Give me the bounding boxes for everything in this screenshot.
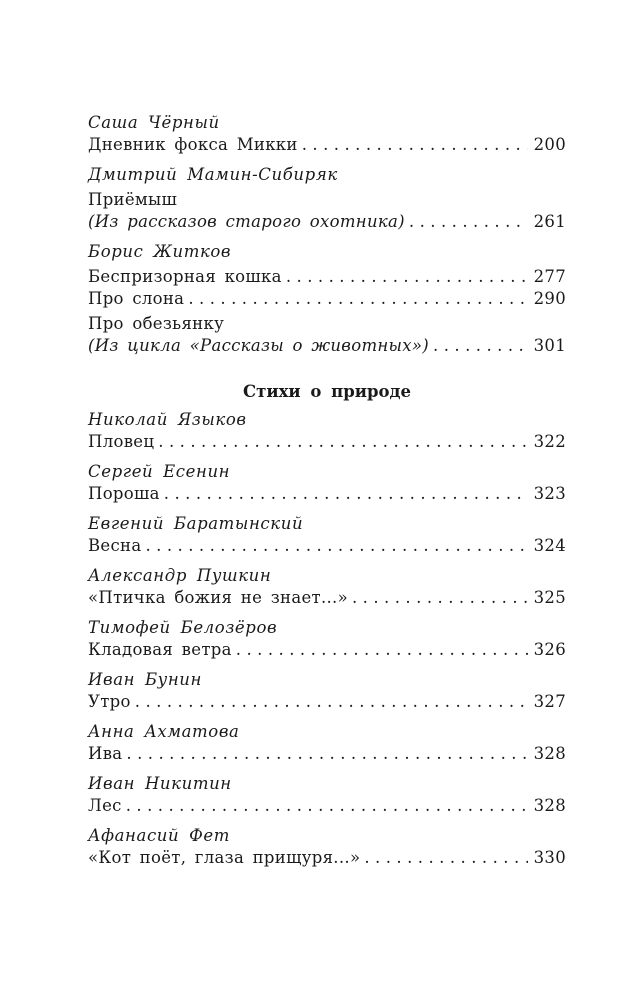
dot-leader [126,743,528,765]
table-of-contents [88,112,566,869]
dot-leader [364,847,528,869]
toc-entry [88,795,566,817]
author-name: Саша Чёрный [88,113,220,132]
author-name: Сергей Есенин [88,462,231,481]
author-name: Александр Пушкин [88,566,272,585]
dot-leader [158,431,528,453]
entry-subtitle: (Из цикла «Рассказы о животных») [88,336,430,355]
author-name: Борис Житков [88,242,232,261]
author-name: Евгений Баратынский [88,514,304,533]
entry-title: Утро [88,692,131,711]
dot-leader [126,795,528,817]
page-number: 290 [533,289,566,308]
dot-leader [188,288,528,310]
author-name: Дмитрий Мамин-Сибиряк [88,165,338,184]
page-number: 328 [533,796,566,815]
page-number: 323 [533,484,566,503]
page-number: 200 [533,135,566,154]
entry-title: Беспризорная кошка [88,267,282,286]
entry-subtitle: (Из рассказов старого охотника) [88,212,405,231]
page-number: 301 [533,336,566,355]
toc-entry [88,691,566,713]
entry-title: Кладовая ветра [88,640,232,659]
author-name: Тимофей Белозёров [88,618,278,637]
entry-title: Про слона [88,289,185,308]
toc-entry [88,288,566,310]
entry-title: Лес [88,796,122,815]
page-number: 277 [533,267,566,286]
page-number: 322 [533,432,566,451]
entry-title-line: Про обезьянку [88,314,225,333]
dot-leader [433,335,528,357]
dot-leader [135,691,528,713]
entry-title: Пороша [88,484,160,503]
toc-entry [88,431,566,453]
toc-entry [88,335,566,357]
section-heading: Стихи о природе [242,382,412,401]
dot-leader [409,211,528,233]
toc-entry [88,483,566,505]
entry-title: Дневник фокса Микки [88,135,298,154]
page-number: 328 [533,744,566,763]
toc-entry [88,587,566,609]
page-number: 327 [533,692,566,711]
author-name: Иван Бунин [88,670,203,689]
entry-title: «Птичка божия не знает...» [88,588,348,607]
dot-leader [286,266,528,288]
page-number: 324 [533,536,566,555]
dot-leader [352,587,528,609]
author-name: Анна Ахматова [88,722,240,741]
entry-title: Ива [88,744,123,763]
page-number: 326 [533,640,566,659]
entry-title-line: Приёмыш [88,190,178,209]
author-name: Николай Языков [88,410,247,429]
toc-entry [88,266,566,288]
toc-entry [88,847,566,869]
entry-title: «Кот поёт, глаза прищуря...» [88,848,361,867]
entry-title: Весна [88,536,142,555]
entry-title: Пловец [88,432,155,451]
dot-leader [164,483,528,505]
toc-entry [88,743,566,765]
dot-leader [236,639,528,661]
author-name: Афанасий Фет [88,826,230,845]
toc-entry [88,134,566,156]
toc-entry [88,639,566,661]
toc-entry [88,535,566,557]
author-name: Иван Никитин [88,774,232,793]
dot-leader [302,134,528,156]
page-number: 261 [533,212,566,231]
toc-entry [88,211,566,233]
page-number: 325 [533,588,566,607]
dot-leader [145,535,528,557]
page-number: 330 [533,848,566,867]
